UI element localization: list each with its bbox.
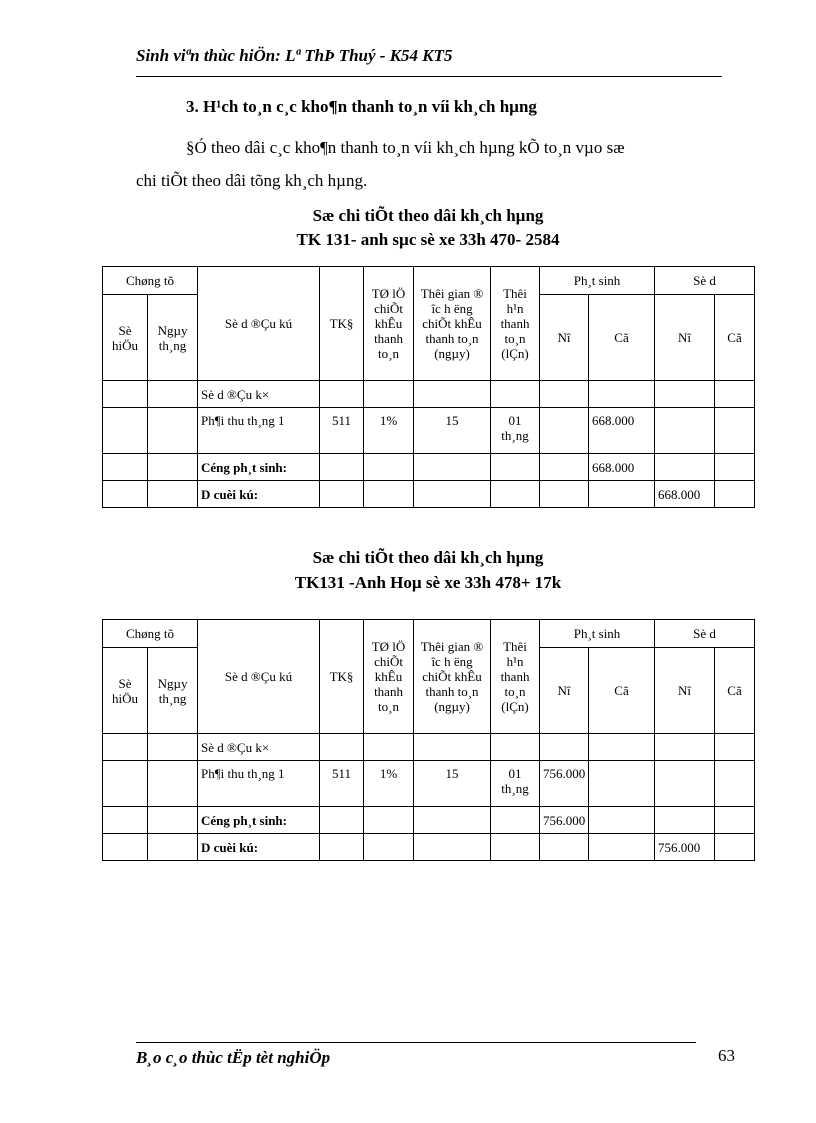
header-phat-sinh-co: Cã: [589, 295, 655, 381]
txn-ps-co: [589, 761, 655, 807]
header-thoi-gian-chiet-khau: Thêi gian ® îc h ëng chiÕt khÊu thanh to¸n (ngµy): [414, 267, 491, 381]
header-phat-sinh-no: Nî: [540, 295, 589, 381]
header-so-du: Sè d: [655, 620, 755, 648]
table-row: [103, 381, 755, 408]
total-ps-co: [589, 807, 655, 834]
header-so-du-co: Cã: [715, 648, 755, 734]
header-dien-giai: Sè d ®Çu kú: [198, 267, 320, 381]
header-so-du-no: Nî: [655, 648, 715, 734]
header-tk-du: TK§: [320, 620, 364, 734]
txn-account: 511: [320, 408, 364, 454]
header-so-du-no: Nî: [655, 295, 715, 381]
table-2-title-line-1: Sæ chi tiÕt theo dâi kh¸ch hµng: [312, 548, 544, 567]
table-row: [103, 734, 755, 761]
txn-account: 511: [320, 761, 364, 807]
closing-sd-no: 668.000: [655, 481, 715, 508]
header-ty-le-chiet-khau: TØ lÖ chiÕt khÊu thanh to¸n: [364, 267, 414, 381]
header-chung-tu: Chøng tõ: [103, 620, 198, 648]
header-tk-du: TK§: [320, 267, 364, 381]
page-footer: B¸o c¸o thùc tËp tèt nghiÖp: [136, 1048, 331, 1067]
txn-term: 01 th¸ng: [491, 761, 540, 807]
total-label: Céng ph¸t sinh:: [198, 454, 320, 481]
table-1-title-line-2: TK 131- anh sµc sè xe 33h 470- 2584: [296, 230, 560, 249]
table-1-title-line-1: Sæ chi tiÕt theo dâi kh¸ch hµng: [312, 206, 544, 225]
total-ps-co: 668.000: [589, 454, 655, 481]
ledger-table-2: [102, 619, 755, 861]
table-row: [103, 834, 755, 861]
txn-description: Ph¶i thu th¸ng 1: [198, 761, 320, 807]
header-thoi-gian-chiet-khau: Thêi gian ® îc h ëng chiÕt khÊu thanh to¸n (ngµy): [414, 620, 491, 734]
closing-label: D cuèi kú:: [198, 481, 320, 508]
txn-ps-co: 668.000: [589, 408, 655, 454]
table-row: [103, 408, 755, 454]
header-phat-sinh-co: Cã: [589, 648, 655, 734]
table-2-title-line-2: TK131 -Anh Hoµ sè xe 33h 478+ 17k: [294, 573, 562, 592]
txn-discount-days: 15: [414, 408, 491, 454]
txn-term: 01 th¸ng: [491, 408, 540, 454]
header-ty-le-chiet-khau: TØ lÖ chiÕt khÊu thanh to¸n: [364, 620, 414, 734]
header-phat-sinh: Ph¸t sinh: [540, 267, 655, 295]
table-row: [103, 454, 755, 481]
paragraph-line-1: §Ó theo dâi c¸c kho¶n thanh to¸n víi kh¸ch hµng kÕ to¸n vµo sæ: [186, 138, 625, 157]
header-thoi-han-thanh-toan: Thêi h¹n thanh to¸n (lÇn): [491, 267, 540, 381]
txn-discount-rate: 1%: [364, 761, 414, 807]
header-so-hieu: Sè hiÖu: [103, 648, 148, 734]
total-ps-no: 756.000: [540, 807, 589, 834]
txn-discount-rate: 1%: [364, 408, 414, 454]
header-phat-sinh: Ph¸t sinh: [540, 620, 655, 648]
table-row: [103, 761, 755, 807]
paragraph-line-2: chi tiÕt theo dâi tõng kh¸ch hµng.: [136, 171, 368, 190]
header-so-hieu: Sè hiÖu: [103, 295, 148, 381]
header-chung-tu: Chøng tõ: [103, 267, 198, 295]
header-ngay-thang: Ngµy th¸ng: [148, 295, 198, 381]
closing-sd-no: 756.000: [655, 834, 715, 861]
header-rule: [136, 76, 722, 77]
header-dien-giai: Sè d ®Çu kú: [198, 620, 320, 734]
header-ngay-thang: Ngµy th¸ng: [148, 648, 198, 734]
closing-sd-co: [715, 834, 755, 861]
txn-ps-no: 756.000: [540, 761, 589, 807]
opening-balance-label: Sè d ®Çu k×: [198, 734, 320, 761]
closing-sd-co: [715, 481, 755, 508]
txn-ps-no: [540, 408, 589, 454]
footer-rule: [136, 1042, 696, 1043]
page-number: 63: [718, 1046, 735, 1065]
opening-balance-label: Sè d ®Çu k×: [198, 381, 320, 408]
closing-label: D cuèi kú:: [198, 834, 320, 861]
table-row: [103, 481, 755, 508]
txn-description: Ph¶i thu th¸ng 1: [198, 408, 320, 454]
table-row: [103, 807, 755, 834]
header-so-du: Sè d: [655, 267, 755, 295]
header-so-du-co: Cã: [715, 295, 755, 381]
txn-discount-days: 15: [414, 761, 491, 807]
section-title: 3. H¹ch to¸n c¸c kho¶n thanh to¸n víi kh¸ch hµng: [186, 97, 537, 116]
total-label: Céng ph¸t sinh:: [198, 807, 320, 834]
header-thoi-han-thanh-toan: Thêi h¹n thanh to¸n (lÇn): [491, 620, 540, 734]
ledger-table-1: [102, 266, 755, 508]
total-ps-no: [540, 454, 589, 481]
page-header: Sinh viªn thùc hiÖn: Lª ThÞ Thuý - K54 KT5: [136, 46, 453, 65]
header-phat-sinh-no: Nî: [540, 648, 589, 734]
